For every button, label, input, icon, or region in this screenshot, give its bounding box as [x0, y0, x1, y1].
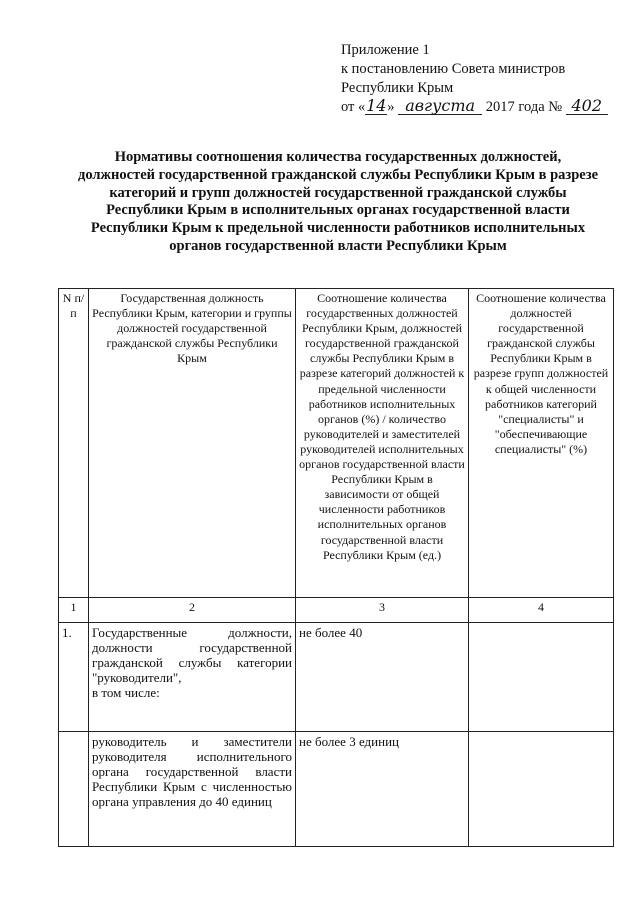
column-number: 3	[296, 598, 469, 623]
document-title	[60, 149, 616, 256]
date-mid: »	[387, 99, 395, 115]
title-line-6: органов государственной власти Республики Крым	[169, 237, 507, 254]
column-number: 2	[89, 598, 296, 623]
row-position-main: Государственные должности, должности государственной гражданской службы категории "руководители",	[92, 625, 292, 686]
norms-table	[58, 288, 614, 847]
appendix-line-3: Республики Крым	[341, 80, 454, 96]
column-number: 4	[469, 598, 614, 623]
row-position-main: руководитель и заместители руководителя исполнительного органа государственной власти Республики Крым с численностью органа управления до 40 единиц	[92, 734, 292, 810]
appendix-block	[341, 41, 608, 117]
date-month: августа	[398, 98, 482, 115]
row-ratio: не более 3 единиц	[296, 732, 469, 847]
table-row	[59, 623, 614, 732]
row-number	[59, 732, 89, 847]
row-position-name	[89, 732, 296, 847]
title-line-5: Республики Крым к предельной численности работников исполнительных	[90, 220, 586, 237]
row-ratio: не более 40	[296, 623, 469, 732]
table-header-row	[59, 289, 614, 598]
appendix-line-2: к постановлению Совета министров	[341, 61, 566, 77]
date-prefix: от «	[341, 99, 366, 115]
title-line-1: Нормативы соотношения количества государственных должностей,	[114, 149, 562, 165]
row-number: 1.	[59, 623, 89, 732]
header-num: N п/п	[59, 289, 89, 598]
header-ratio-groups: Соотношение количества должностей государственной гражданской службы Республики Крым в разрезе групп должностей к общей численности работников категорий "специалисты" и "обеспечивающие специалисты" (%)	[469, 289, 614, 598]
title-line-2: должностей государственной гражданской службы Республики Крым в разрезе	[77, 166, 599, 183]
title-line-3: категорий и групп должностей государственной гражданской службы	[109, 184, 567, 201]
appendix-date-line	[341, 98, 608, 117]
column-number: 1	[59, 598, 89, 623]
title-line-4: Республики Крым в исполнительных органах государственной власти	[106, 202, 570, 219]
date-year: 2017 года №	[485, 99, 563, 115]
row-group-ratio	[469, 623, 614, 732]
date-day: 14	[366, 96, 387, 115]
header-position: Государственная должность Республики Крым, категории и группы должностей государственной гражданской службы Республики Крым	[89, 289, 296, 598]
header-ratio-categories: Соотношение количества государственных должностей Республики Крым, должностей государственной гражданской службы Республики Крым в разрезе категорий должностей к предельной численности работников исполнительных органов (%) / количество руководителей и заместителей руководителей исполнительных органов государственной власти Республики Крым в зависимости от общей численности работников исполнительных органов государственной власти Республики Крым (ед.)	[296, 289, 469, 598]
row-position-sub: в том числе:	[92, 685, 160, 701]
column-number-row	[59, 598, 614, 623]
table-row	[59, 732, 614, 847]
row-group-ratio	[469, 732, 614, 847]
row-position-name	[89, 623, 296, 732]
appendix-line-1: Приложение 1	[341, 42, 430, 58]
document-number: 402	[566, 98, 608, 115]
